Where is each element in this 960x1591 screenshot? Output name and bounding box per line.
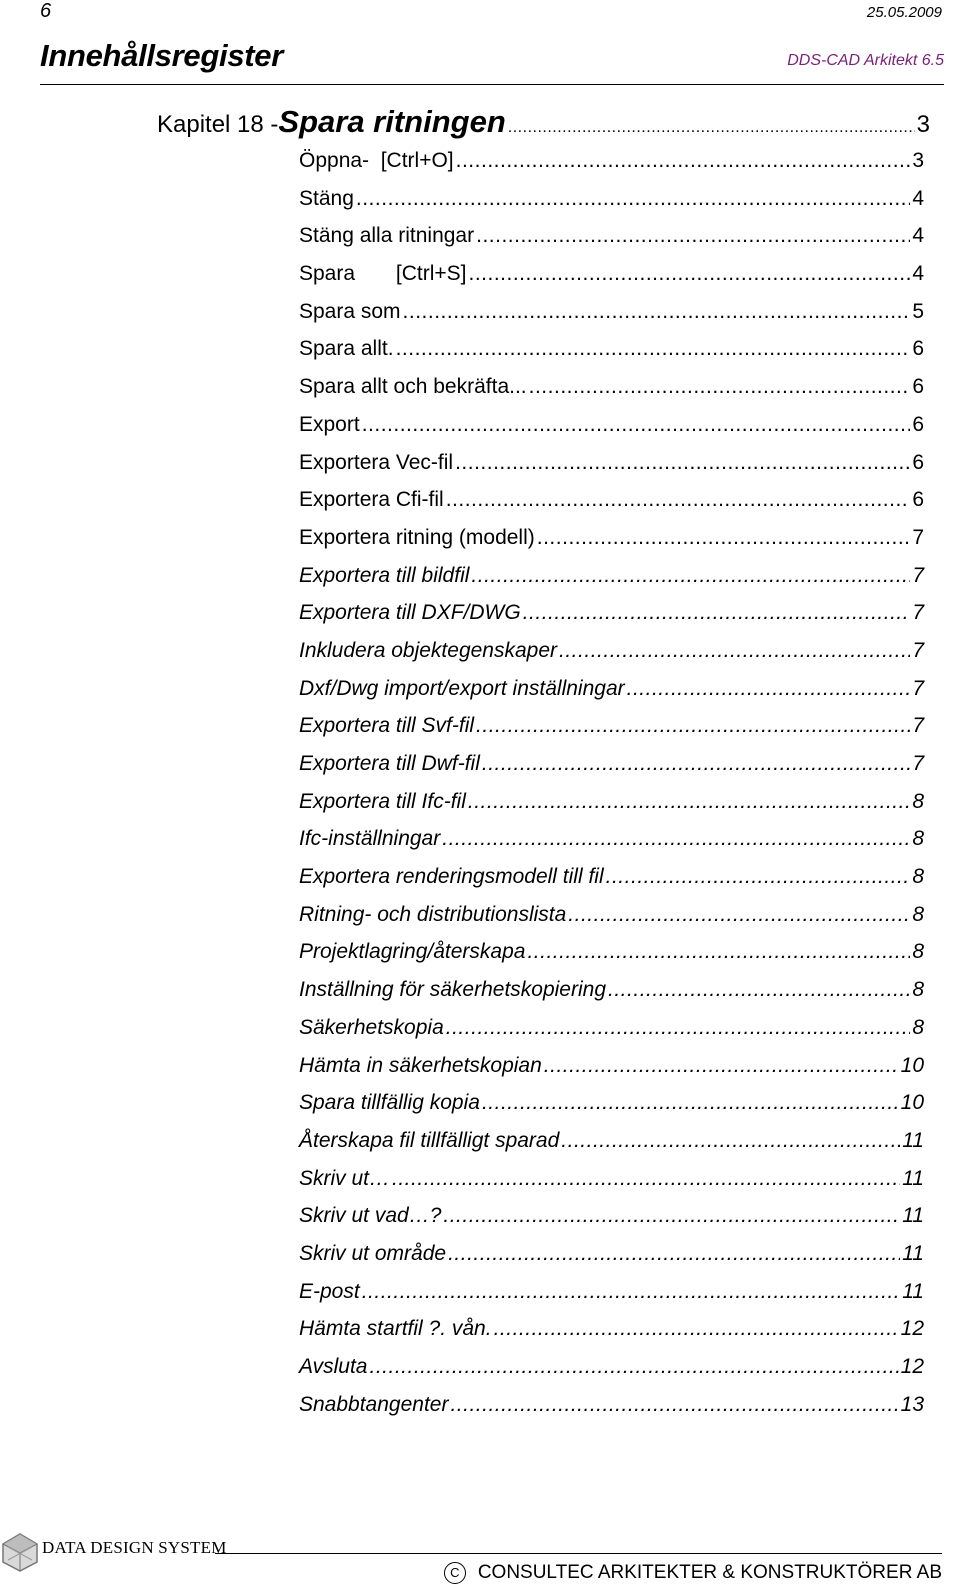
toc-entry[interactable] — [299, 187, 924, 225]
toc-entry[interactable] — [299, 1280, 924, 1318]
toc-entry-page-number: 4 — [912, 186, 924, 210]
toc-entry[interactable] — [299, 300, 924, 338]
toc-entry-label: Stäng — [299, 186, 354, 210]
toc-entry-page-number: 13 — [900, 1392, 924, 1416]
toc-entry-label: Skriv ut vad…? — [299, 1204, 442, 1228]
dot-leader — [494, 1317, 899, 1341]
copyright-icon: C — [444, 1562, 466, 1584]
toc-entry-page-number: 5 — [912, 299, 924, 323]
dot-leader — [448, 1242, 900, 1266]
dot-leader — [559, 639, 910, 663]
toc-entry-page-number: 7 — [912, 638, 924, 662]
toc-entry[interactable] — [299, 375, 924, 413]
dot-leader — [455, 451, 910, 475]
page-number: 6 — [40, 0, 52, 22]
toc-entry-page-number: 4 — [912, 262, 924, 286]
toc-entry-label: Ifc-inställningar — [299, 827, 441, 851]
dot-leader — [476, 714, 910, 738]
toc-entry-page-number: 8 — [912, 865, 924, 889]
toc-entry-label: Öppna- [Ctrl+O] — [299, 149, 454, 172]
toc-entry-page-number: 6 — [912, 375, 924, 399]
toc-entry[interactable] — [299, 1091, 924, 1129]
toc-entry-page-number: 6 — [912, 488, 924, 512]
toc-entry-page-number: 8 — [912, 827, 924, 851]
page-title: Innehållsregister — [40, 38, 283, 73]
toc-entry-page-number: 7 — [912, 525, 924, 549]
dot-leader — [356, 187, 910, 211]
dot-leader — [442, 827, 910, 851]
dot-leader — [446, 488, 911, 512]
toc-entry-label: Stäng alla ritningar — [299, 224, 475, 248]
toc-entry-page-number: 11 — [902, 1204, 924, 1228]
toc-entry-page-number: 3 — [912, 149, 924, 172]
toc-entry-label: Exportera Cfi-fil — [299, 488, 444, 512]
toc-entry-label: Exportera till bildfil — [299, 563, 470, 587]
toc-entry-label: E-post — [299, 1279, 360, 1303]
dot-leader — [544, 1054, 899, 1078]
toc-entry-page-number: 4 — [912, 224, 924, 248]
toc-entry-label: Export — [299, 412, 360, 436]
toc-entry-page-number: 12 — [900, 1355, 924, 1378]
chapter-prefix: Kapitel 18 - — [157, 111, 279, 138]
dot-leader — [606, 865, 911, 889]
toc-entry-page-number: 10 — [900, 1053, 924, 1077]
toc-entry[interactable] — [299, 149, 924, 187]
toc-entry-page-number: 11 — [902, 1241, 924, 1265]
toc-entry[interactable] — [299, 1054, 924, 1092]
dot-leader — [450, 1393, 898, 1417]
toc-entry[interactable] — [299, 1016, 924, 1054]
toc-entry[interactable] — [299, 1393, 924, 1431]
chapter-entry[interactable] — [157, 104, 930, 142]
toc-entry-label: Exportera ritning (modell) — [299, 525, 535, 549]
dot-leader — [523, 601, 911, 625]
toc-entry-label: Exportera renderingsmodell till fil — [299, 865, 604, 889]
toc-entry-label: Inställning för säkerhetskopiering — [299, 978, 607, 1002]
toc-entry-page-number: 7 — [912, 563, 924, 587]
dot-leader — [476, 224, 910, 248]
document-date: 25.05.2009 — [866, 4, 942, 21]
toc-entry-label: Spara [Ctrl+S] — [299, 262, 467, 286]
dot-leader — [362, 1280, 900, 1304]
dot-leader — [396, 337, 911, 361]
dot-leader — [627, 677, 911, 701]
dot-leader — [537, 526, 911, 550]
dot-leader — [561, 1129, 900, 1153]
chapter-page-number: 3 — [916, 111, 930, 138]
toc-entry-label: Exportera till DXF/DWG — [299, 601, 521, 625]
data-design-system-logo-icon — [0, 1532, 40, 1572]
dot-leader — [370, 1355, 899, 1379]
dot-leader — [443, 1204, 900, 1228]
toc-entry[interactable] — [299, 940, 924, 978]
toc-entry-label: Säkerhetskopia — [299, 1015, 444, 1039]
toc-entry[interactable] — [299, 1317, 924, 1355]
toc-entry-label: Exportera till Svf-fil — [299, 714, 475, 738]
dot-leader — [608, 978, 910, 1002]
toc-entry-page-number: 11 — [902, 1128, 924, 1152]
dot-leader — [568, 903, 910, 927]
toc-entry[interactable] — [299, 262, 924, 300]
toc-entry-label: Hämta in säkerhetskopian — [299, 1053, 542, 1077]
dot-leader — [456, 149, 911, 173]
dot-leader — [403, 300, 911, 324]
toc-entry[interactable] — [299, 1355, 924, 1393]
toc-entry-page-number: 8 — [912, 789, 924, 813]
dot-leader — [471, 564, 910, 588]
toc-entry[interactable] — [299, 488, 924, 526]
toc-entry-label: Exportera Vec-fil — [299, 450, 454, 474]
toc-entry-page-number: 11 — [902, 1279, 924, 1303]
dot-leader — [392, 1167, 900, 1191]
dot-leader — [362, 413, 911, 437]
toc-entry[interactable] — [299, 677, 924, 715]
toc-entry[interactable] — [299, 337, 924, 375]
toc-entry-page-number: 6 — [912, 337, 924, 361]
dot-leader — [468, 790, 910, 814]
toc-entry[interactable] — [299, 1167, 924, 1205]
toc-entry-page-number: 7 — [912, 714, 924, 738]
dot-leader — [482, 752, 910, 776]
toc-entry-label: Ritning- och distributionslista — [299, 902, 567, 926]
footer-divider — [215, 1553, 942, 1554]
toc-entry[interactable] — [299, 601, 924, 639]
toc-entry-page-number: 6 — [912, 450, 924, 474]
dot-leader — [529, 375, 911, 399]
copyright-notice — [444, 1562, 942, 1584]
toc-entry-page-number: 10 — [900, 1091, 924, 1115]
dot-leader — [446, 1016, 911, 1040]
product-name: DDS-CAD Arkitekt 6.5 — [787, 52, 944, 69]
toc-entry-label: Återskapa fil tillfälligt sparad — [299, 1128, 560, 1152]
toc-entry-label: Spara som — [299, 299, 401, 323]
toc-entry[interactable] — [299, 903, 924, 941]
toc-entry-page-number: 7 — [912, 601, 924, 625]
toc-entry-label: Spara tillfällig kopia — [299, 1091, 480, 1115]
toc-entry-page-number: 7 — [912, 752, 924, 775]
toc-entry[interactable] — [299, 978, 924, 1016]
toc-entry[interactable] — [299, 1129, 924, 1167]
toc-entry-label: Projektlagring/återskapa — [299, 940, 526, 964]
toc-entry-page-number: 12 — [900, 1317, 924, 1341]
toc-entry-label: Spara allt. — [299, 337, 394, 361]
toc-entry-page-number: 11 — [902, 1166, 924, 1190]
chapter-title: Spara ritningen — [278, 104, 506, 139]
header-divider — [40, 84, 944, 85]
toc-entry-label: Snabbtangenter — [299, 1392, 449, 1416]
toc-entry[interactable] — [299, 451, 924, 489]
toc-entry-label: Inkludera objektegenskaper — [299, 638, 558, 662]
copyright-text: CONSULTEC ARKITEKTER & KONSTRUKTÖRER AB — [477, 1562, 942, 1583]
toc-entry-label: Exportera till Dwf-fil — [299, 752, 480, 775]
dot-leader — [468, 262, 910, 286]
dot-leader — [482, 1091, 899, 1115]
dot-leader — [527, 940, 910, 964]
toc-entry[interactable] — [299, 1204, 924, 1242]
toc-entry-label: Spara allt och bekräfta... — [299, 375, 527, 399]
toc-entry-label: Skriv ut område — [299, 1241, 447, 1265]
toc-entry[interactable] — [299, 827, 924, 865]
toc-entry[interactable] — [299, 564, 924, 602]
toc-entry-page-number: 8 — [912, 902, 924, 926]
toc-entry-label: Hämta startfil ?. vån. — [299, 1317, 492, 1341]
toc-entry-label: Dxf/Dwg import/export inställningar — [299, 676, 625, 700]
toc-entry[interactable] — [299, 1242, 924, 1280]
toc-entry[interactable] — [299, 752, 924, 790]
toc-list — [299, 149, 924, 1430]
toc-entry[interactable] — [299, 413, 924, 451]
toc-entry[interactable] — [299, 865, 924, 903]
footer-logo-text: DATA DESIGN SYSTEM — [42, 1538, 227, 1557]
toc-entry[interactable] — [299, 639, 924, 677]
toc-entry-page-number: 8 — [912, 978, 924, 1002]
toc-entry[interactable] — [299, 224, 924, 262]
toc-entry-label: Avsluta — [299, 1355, 368, 1378]
toc-entry[interactable] — [299, 714, 924, 752]
toc-entry-label: Exportera till Ifc-fil — [299, 789, 466, 813]
toc-entry[interactable] — [299, 526, 924, 564]
toc-entry-label: Skriv ut… — [299, 1166, 391, 1190]
toc-entry[interactable] — [299, 790, 924, 828]
toc-entry-page-number: 8 — [912, 1015, 924, 1039]
toc-entry-page-number: 7 — [912, 676, 924, 700]
toc-entry-page-number: 6 — [912, 412, 924, 436]
toc-entry-page-number: 8 — [912, 940, 924, 964]
dot-leader — [508, 119, 915, 137]
